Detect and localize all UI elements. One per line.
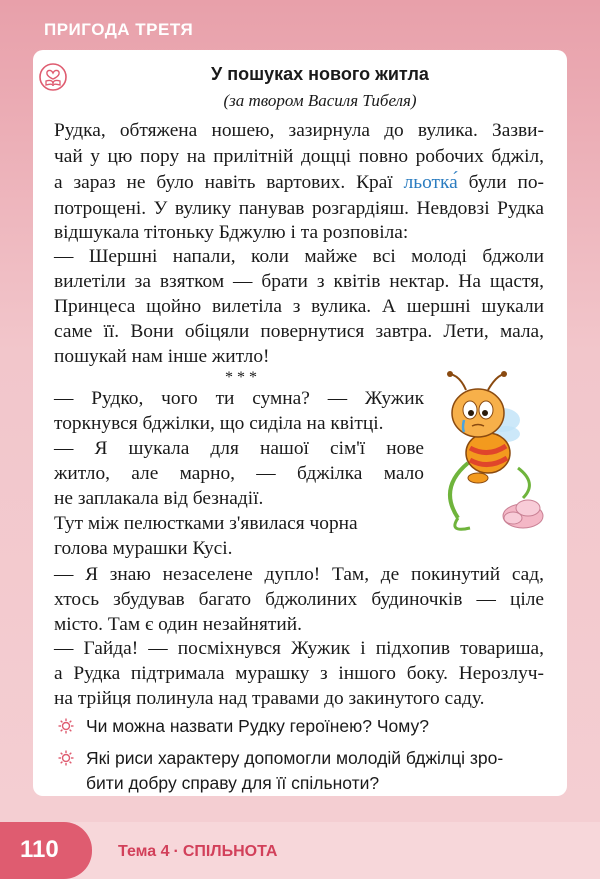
text-fragment: а зараз не було навіть вартових. Краї bbox=[54, 172, 404, 193]
text-line: вилетіли за взятком — брати з квітів нектар. На щастя, bbox=[54, 271, 544, 292]
text-line: Принцеса щойно вилетіла з вулика. А шершні шукали bbox=[54, 296, 544, 317]
text-line: саме її. Вони обіцяли повернутися завтра. Лети, мала, bbox=[54, 321, 544, 342]
text-line: чай у цю пору на прилітній дощці повно робочих бджіл, bbox=[54, 146, 544, 167]
page-header bbox=[0, 0, 600, 52]
text-line-with-gloss bbox=[54, 171, 544, 195]
text-line: — Я шукала для нашої сім'ї нове bbox=[54, 438, 424, 459]
text-line: Тут між пелюстками з'явилася чорна bbox=[54, 513, 358, 534]
topic-prefix: Тема 4 bbox=[118, 843, 170, 860]
chapter-title: ПРИГОДА ТРЕТЯ bbox=[44, 20, 194, 39]
text-line: голова мурашки Кусі. bbox=[54, 538, 233, 559]
text-line: відшукала тітоньку Бджулю і та розповіла: bbox=[54, 222, 409, 243]
story-author: (за твором Василя Тибеля) bbox=[223, 91, 417, 110]
page-number: 110 bbox=[20, 836, 59, 863]
text-line: потрощені. У вулику панував розгардіяш. Невдовзі Рудка bbox=[54, 198, 544, 219]
heart-book-logo-icon bbox=[38, 62, 68, 92]
text-line: торкнувся бджілки, що сиділа на квітці. bbox=[54, 413, 384, 434]
text-line: житло, але марно, — бджілка мало bbox=[54, 463, 424, 484]
question-text: бити добру справу для її спільноти? bbox=[86, 773, 380, 793]
crying-bee-on-flower bbox=[428, 368, 558, 538]
question-text: Чи можна назвати Рудку героїнею? Чому? bbox=[86, 716, 429, 736]
topic-dot: · bbox=[173, 843, 179, 860]
glossary-word[interactable]: льотка́ bbox=[403, 172, 458, 193]
text-line: місто. Там є один незайнятий. bbox=[54, 614, 302, 635]
text-line: пошукай нам інше житло! bbox=[54, 346, 270, 367]
text-line: не заплакала від безнадії. bbox=[54, 488, 264, 509]
topic-label bbox=[118, 843, 277, 861]
section-separator: * * * bbox=[225, 369, 257, 386]
page-footer bbox=[0, 822, 600, 879]
story-title: У пошуках нового житла bbox=[211, 64, 429, 84]
page-number-tab bbox=[0, 822, 92, 879]
text-fragment: були по- bbox=[457, 172, 544, 193]
text-line: — Я знаю незаселене дупло! Там, де покинутий сад, bbox=[54, 564, 544, 585]
text-line: — Шершні напали, коли майже всі молоді бджоли bbox=[54, 246, 544, 267]
text-line: на трійця полинула над травами до закинутого саду. bbox=[54, 688, 485, 709]
sun-question-icon bbox=[58, 750, 74, 766]
sun-question-icon bbox=[58, 718, 74, 734]
text-line: а Рудка підтримала мурашку з іншого боку. Нерозлуч- bbox=[54, 663, 544, 684]
question-text: Які риси характеру допомогли молодій бджілці зро- bbox=[86, 748, 504, 768]
topic-name: СПІЛЬНОТА bbox=[182, 843, 278, 860]
text-line: хтось збудував багато бджолиних будиночків — ціле bbox=[54, 589, 544, 610]
text-line: — Рудко, чого ти сумна? — Жужик bbox=[54, 388, 424, 409]
text-line: Рудка, обтяжена ношею, зазирнула до вулика. Зазви- bbox=[54, 120, 544, 141]
text-line: — Гайда! — посміхнувся Жужик і підхопив товариша, bbox=[54, 638, 544, 659]
